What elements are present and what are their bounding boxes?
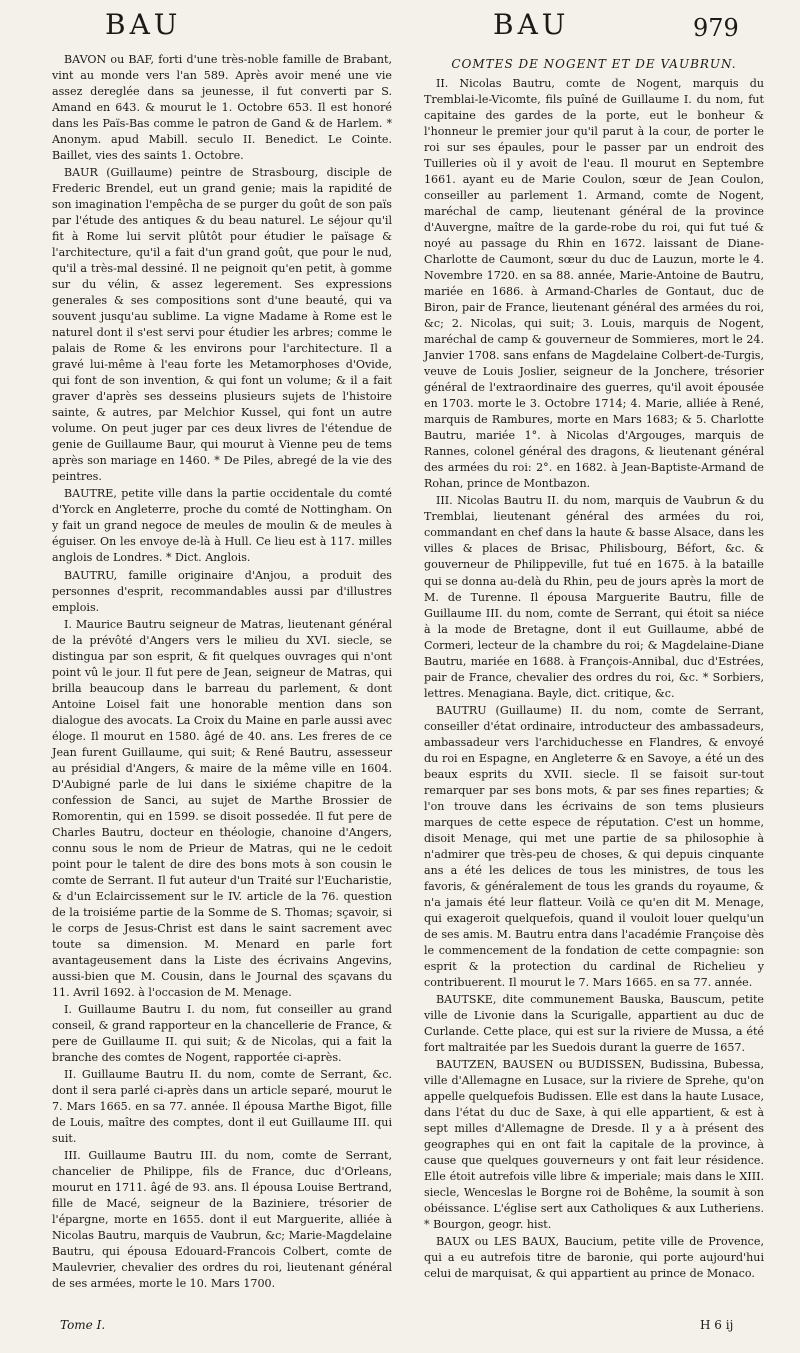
entry-guillaume-ii: II. Guillaume Bautru II. du nom, comte de Serrant, &c. dont il sera parlé ci-après dans un article separé, mourut le 7. Mars 1665. en sa 77. année. Il épousa Marthe Bigot, fille de Louis, maître des comptes, dont il eut Guillaume III. qui suit. <box>52 1067 392 1146</box>
entry-bautzen: BAUTZEN, BAUSEN ou BUDISSEN, Budissina, Bubessa, ville d'Allemagne en Lusace, sur la riviere de Sprehe, qu'on appelle quelquefois Budissen. Elle est dans la haute Lusace, dans l'état du duc de Saxe, à qui elle appartient, & est à sept milles d'Allemagne de Dresde. Il y a à présent des geographes qui en ont fait la capitale de la province, à cause que quelques gouverneurs y ont fait leur résidence. Elle étoit autrefois ville libre & imperiale; mais dans le XIII. siecle, Wenceslas le Borgne roi de Bohême, la soumit à son obéissance. L'église sert aux Catholiques & aux Lutheriens. * Bourgon, geogr. hist. <box>424 1057 764 1232</box>
header-right-word: BAU <box>493 8 570 41</box>
entry-nicolas-ii: III. Nicolas Bautru II. du nom, marquis de Vaubrun & du Tremblai, lieutenant général des armées du roi, commandant en chef dans la haute & basse Alsace, dans les villes & places de Brisac, Philisbourg, Béfort, &c. & gouverneur de Philippeville, fut tué en 1675. à la bataille qui se donna au-delà du Rhin, peu de jours après la mort de M. de Turenne. Il épousa Marguerite Bautru, fille de Guillaume III. du nom, comte de Serrant, qui étoit sa niéce à la mode de Bretagne, dont il eut Guillaume, abbé de Cormeri, lecteur de la chambre du roi; & Magdelaine-Diane Bautru, mariée en 1688. à François-Annibal, duc d'Estrées, pair de France, chevalier des ordres du roi, &c. * Sorbiers, lettres. Menagiana. Bayle, dict. critique, &c. <box>424 494 764 700</box>
page-number: 979 <box>693 14 739 42</box>
right-column <box>424 52 764 1283</box>
entry-bautru-guillaume: BAUTRU (Guillaume) II. du nom, comte de Serrant, conseiller d'état ordinaire, introducteur des ambassadeurs, ambassadeur vers l'archiduchesse en Flandres, & envoyé du roi en Espagne, en Angleterre & en Savoye, a été un des beaux esprits du XVII. siecle. Il se faisoit sur-tout remarquer par ses bons mots, & par ses fines reparties; & l'on trouve dans les écrivains de son tems plusieurs marques de cette espece de réputation. C'est un homme, disoit Menage, qui met une partie de sa philosophie à n'admirer que très-peu de choses, & qui depuis cinquante ans a été les delices de tous les ministres, de tous les favoris, & généralement de tous les grands du royaume, & n'a jamais été leur flatteur. Voilà ce qu'en dit M. Menage, qui exageroit quelquefois, quand il vouloit louer quelqu'un de ses amis. M. Bautru entra dans l'académie Françoise dès le commencement de la fondation de cette compagnie: son esprit & la protection du cardinal de Richelieu y contribuerent. Il mourut le 7. Mars 1665. en sa 77. année. <box>424 703 764 989</box>
volume-label: Tome I. <box>60 1318 106 1332</box>
header-left-word: BAU <box>105 8 182 41</box>
entry-guillaume-i: I. Guillaume Bautru I. du nom, fut conseiller au grand conseil, & grand rapporteur en la chancellerie de France, & pere de Guillaume II. qui suit; & de Nicolas, qui a fait la branche des comtes de Nogent, rapportée ci-après. <box>52 1002 392 1064</box>
entry-bautru: BAUTRU, famille originaire d'Anjou, a produit des personnes d'esprit, recommandables aussi par d'illustres emplois. <box>52 568 392 614</box>
entry-bavon: BAVON ou BAF, forti d'une très-noble famille de Brabant, vint au monde vers l'an 589. Après avoir mené une vie assez dereglée dans sa jeunesse, il fut converti par S. Amand en 643. & mourut le 1. Octobre 653. Il est honoré dans les Païs-Bas comme le patron de Gand & de Harlem. * Anonym. apud Mabill. seculo II. Benedict. Le Cointe. Baillet, vies des saints 1. Octobre. <box>52 53 392 163</box>
entry-nicolas-i: II. Nicolas Bautru, comte de Nogent, marquis du Tremblai-le-Vicomte, fils puîné de Guillaume I. du nom, fut capitaine des gardes de la porte, eut le bonheur & l'honneur le premier jour qu'il parut à la cour, de porter le roi sur ses épaules, pour le passer par un endroit des Tuilleries où il y avoit de l'eau. Il mourut en Septembre 1661. ayant eu de Marie Coulon, sœur de Jean Coulon, conseiller au parlement 1. Armand, comte de Nogent, maréchal de camp, lieutenant général de la province d'Auvergne, maître de la garde-robe du roi, qui fut tué & noyé au passage du Rhin en 1672. laissant de Diane-Charlotte de Caumont, sœur du duc de Lauzun, morte le 4. Novembre 1720. en sa 88. année, Marie-Antoine de Bautru, mariée en 1686. à Armand-Charles de Gontaut, duc de Biron, pair de France, lieutenant général des armées du roi, &c; 2. Nicolas, qui suit; 3. Louis, marquis de Nogent, maréchal de camp & gouverneur de Sommieres, mort le 24. Janvier 1708. sans enfans de Magdelaine Colbert-de-Turgis, veuve de Louis Joslier, seigneur de la Jonchere, trésorier général de l'extraordinaire des guerres, qu'il avoit épousée en 1703. morte le 3. Octobre 1714; 4. Marie, alliée à René, marquis de Rambures, morte en Mars 1683; & 5. Charlotte Bautru, mariée 1°. à Nicolas d'Argouges, marquis de Rannes, colonel général des dragons, & lieutenant général des armées du roi: 2°. en 1682. à Jean-Baptiste-Armand de Rohan, prince de Montbazon. <box>424 77 764 491</box>
entry-guillaume-iii: III. Guillaume Bautru III. du nom, comte de Serrant, chancelier de Philippe, fils de France, duc d'Orleans, mourut en 1711. âgé de 93. ans. Il épousa Louise Bertrand, fille de Macé, seigneur de la Baziniere, trésorier de l'épargne, morte en 1655. dont il eut Marguerite, alliée à Nicolas Bautru, marquis de Vaubrun, &c; Marie-Magdelaine Bautru, qui épousa Edouard-Francois Colbert, comte de Maulevrier, chevalier des ordres du roi, lieutenant général de ses armées, morte le 10. Mars 1700. <box>52 1149 392 1291</box>
entry-baur: BAUR (Guillaume) peintre de Strasbourg, disciple de Frederic Brendel, eut un grand genie; mais la rapidité de son imagination l'empêcha de se purger du goût de son païs par l'étude des antiques & du beau naturel. Le séjour qu'il fit à Rome lui servit plûtôt pour étudier le païsage & l'architecture, qu'il a fait d'un grand goût, que pour le nud, qu'il a très-mal dessiné. Il ne peignoit qu'en petit, à gomme sur du vélin, & assez legerement. Ses expressions generales & ses compositions sont d'une beauté, qui va souvent jusqu'au sublime. La vigne Madame à Rome est le naturel dont il s'est servi pour étudier les arbres; comme le palais de Rome & les environs pour l'architecture. Il a gravé lui-même à l'eau forte les Metamorphoses d'Ovide, qui font de son invention, & qui font un volume; & il a fait graver d'après ses desseins plusieurs sujets de l'histoire sainte, & autres, par Melchior Kussel, qui font un autre volume. On peut juger par ces deux livres de l'étendue de genie de Guillaume Baur, qui mourut à Vienne peu de tems après son mariage en 1460. * De Piles, abregé de la vie des peintres. <box>52 166 392 484</box>
entry-baux: BAUX ou LES BAUX, Baucium, petite ville de Provence, qui a eu autrefois titre de baronie, qui porte aujourd'hui celui de marquisat, & qui appartient au prince de Monaco. <box>424 1235 764 1281</box>
left-column <box>52 52 392 1293</box>
entry-bautre: BAUTRE, petite ville dans la partie occidentale du comté d'Yorck en Angleterre, proche du comté de Nottingham. On y fait un grand negoce de meules de moulin & de meules à éguiser. On les envoye de-là à Hull. Ce lieu est à 117. milles anglois de Londres. * Dict. Anglois. <box>52 487 392 565</box>
entry-maurice-bautru: I. Maurice Bautru seigneur de Matras, lieutenant général de la prévôté d'Angers vers le milieu du XVI. siecle, se distingua par son esprit, & fit quelques ouvrages qui n'ont point vû le jour. Il fut pere de Jean, seigneur de Matras, qui brilla beaucoup dans le barreau du parlement, & dont Antoine Loisel fait une honorable mention dans son dialogue des avocats. La Croix du Maine en parle aussi avec éloge. Il mourut en 1580. âgé de 40. ans. Les freres de ce Jean furent Guillaume, qui suit; & René Bautru, assesseur au présidial d'Angers, & maire de la même ville en 1604. D'Aubigné parle de lui dans le sixiéme chapitre de la confession de Sanci, au sujet de Marthe Brossier de Romorentin, qui en 1599. se disoit possedée. Il fut pere de Charles Bautru, docteur en théologie, chanoine d'Angers, connu sous le nom de Prieur de Matras, qui ne le cedoit point pour le talent de dire des bons mots à son cousin le comte de Serrant. Il fut auteur d'un Traité sur l'Eucharistie, & d'un Eclaircissement sur le IV. article de la 76. question de la troisiéme partie de la Somme de S. Thomas; sçavoir, si le corps de Jesus-Christ est dans le saint sacrement avec toute sa dimension. M. Menard en parle fort avantageusement dans la Liste des écrivains Angevins, aussi-bien que M. Cousin, dans le Journal des sçavans du 11. Avril 1692. à l'occasion de M. Menage. <box>52 617 392 999</box>
section-title: COMTES DE NOGENT ET DE VAUBRUN. <box>451 57 737 71</box>
entry-bautske: BAUTSKE, dite communement Bauska, Bauscum, petite ville de Livonie dans la Scurigalle, appartient au duc de Curlande. Cette place, qui est sur la riviere de Mussa, a été fort maltraitée par les Suedois durant la guerre de 1657. <box>424 992 764 1054</box>
running-header <box>0 8 800 42</box>
signature-mark: H 6 ij <box>700 1318 734 1332</box>
